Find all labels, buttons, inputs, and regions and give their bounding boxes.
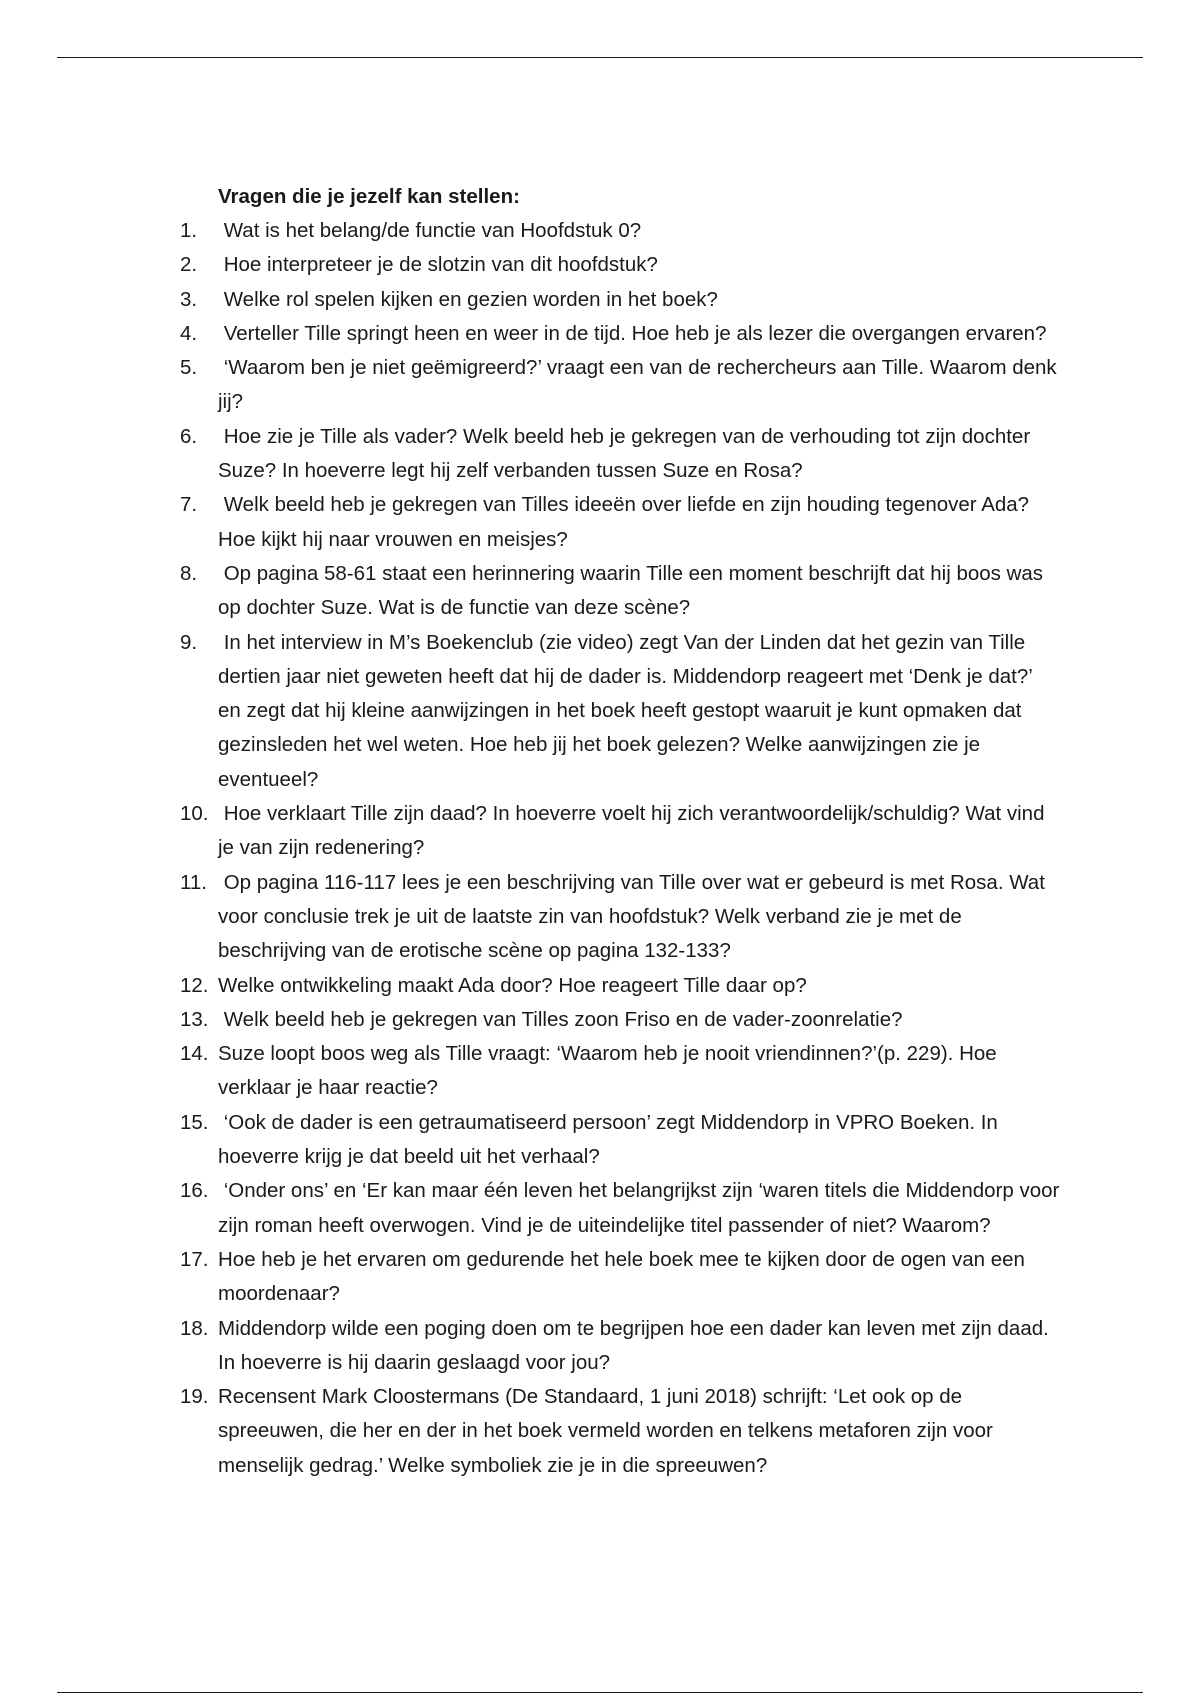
question-item	[180, 283, 1060, 317]
question-text: Hoe interpreteer je de slotzin van dit hoofdstuk?	[218, 253, 658, 277]
question-number: 12.	[180, 973, 209, 997]
question-number: 3.	[180, 287, 198, 311]
question-section	[180, 180, 1066, 1483]
question-item	[180, 626, 1060, 797]
question-item	[180, 1312, 1060, 1381]
question-item	[180, 420, 1060, 489]
question-text: Wat is het belang/de functie van Hoofdstuk 0?	[218, 219, 642, 242]
question-item	[180, 248, 1060, 282]
question-text: Middendorp wilde een poging doen om te begrijpen hoe een dader kan leven met zijn daad. In hoeverre is hij daarin geslaagd voor jou?	[218, 1316, 1055, 1374]
question-item	[180, 866, 1060, 969]
question-text: Welke rol spelen kijken en gezien worden in het boek?	[218, 287, 718, 311]
question-item	[180, 1037, 1060, 1106]
question-list	[180, 214, 1066, 1483]
question-item	[180, 351, 1063, 420]
question-number: 17.	[180, 1247, 209, 1271]
question-text: ‘Onder ons’ en ‘Er kan maar één leven het belangrijkst zijn ‘waren titels die Middendorp voor zijn roman heeft overwogen. Vind je de uiteindelijke titel passender of niet? Waarom?	[218, 1179, 1066, 1237]
question-text: ‘Waarom ben je niet geëmigreerd?’ vraagt een van de rechercheurs aan Tille. Waarom denk jij?	[218, 356, 1063, 414]
question-number: 16.	[180, 1179, 209, 1203]
question-item	[180, 1243, 1060, 1312]
bottom-divider	[57, 1692, 1143, 1693]
question-number: 2.	[180, 253, 198, 277]
question-text: Hoe zie je Tille als vader? Welk beeld heb je gekregen van de verhouding tot zijn dochter Suze? In hoeverre legt hij zelf verbanden tussen Suze en Rosa?	[218, 424, 1036, 483]
question-number: 19.	[180, 1385, 209, 1409]
question-number: 10.	[180, 802, 209, 826]
question-text: Recensent Mark Cloostermans (De Standaard, 1 juni 2018) schrijft: ‘Let ook op de spreeuwen, die her en der in het boek vermeld worden en telkens metaforen zijn voor menselijk gedrag.’ Welke symboliek zie je in die spreeuwen?	[218, 1385, 999, 1477]
question-item	[180, 969, 1060, 1003]
question-item	[180, 488, 1060, 557]
question-number: 6.	[180, 424, 198, 448]
question-number: 11.	[180, 870, 207, 894]
question-number: 15.	[180, 1110, 209, 1134]
question-text: Verteller Tille springt heen en weer in de tijd. Hoe heb je als lezer die overgangen ervaren?	[218, 321, 1047, 345]
section-heading: Vragen die je jezelf kan stellen:	[218, 185, 520, 208]
question-text: In het interview in M’s Boekenclub (zie video) zegt Van der Linden dat het gezin van Tille dertien jaar niet geweten heeft dat hij de dader is. Middendorp reageert met ‘Denk je dat?’ en zegt dat hij kleine aanwijzingen in het boek heeft gestopt waaruit je kunt opmaken dat gezinsleden het wel weten. Hoe heb jij het boek gelezen? Welke aanwijzingen zie je eventueel?	[218, 630, 1038, 791]
question-item	[180, 214, 1060, 248]
question-text: Hoe heb je het ervaren om gedurende het hele boek mee te kijken door de ogen van een moordenaar?	[218, 1247, 1031, 1306]
question-item	[180, 1380, 1060, 1483]
question-number: 9.	[180, 630, 198, 654]
question-number: 1.	[180, 219, 198, 242]
question-text: Op pagina 58-61 staat een herinnering waarin Tille een moment beschrijft dat hij boos was op dochter Suze. Wat is de functie van deze scène?	[218, 561, 1049, 620]
question-item	[180, 1003, 1060, 1037]
top-divider	[57, 57, 1143, 58]
question-number: 13.	[180, 1007, 209, 1031]
question-number: 14.	[180, 1042, 209, 1066]
question-number: 7.	[180, 493, 198, 517]
question-item	[180, 1174, 1066, 1243]
question-item	[180, 1106, 1060, 1175]
question-text: Welk beeld heb je gekregen van Tilles zoon Friso en de vader-zoonrelatie?	[218, 1007, 903, 1031]
question-item	[180, 557, 1060, 626]
question-number: 8.	[180, 561, 198, 585]
question-item	[180, 797, 1060, 866]
question-text: Welke ontwikkeling maakt Ada door? Hoe reageert Tille daar op?	[218, 973, 807, 997]
question-number: 4.	[180, 321, 198, 345]
question-text: ‘Ook de dader is een getraumatiseerd persoon’ zegt Middendorp in VPRO Boeken. In hoeverre krijg je dat beeld uit het verhaal?	[218, 1110, 1004, 1169]
question-number: 18.	[180, 1316, 209, 1340]
question-text: Welk beeld heb je gekregen van Tilles ideeën over liefde en zijn houding tegenover Ada? Hoe kijkt hij naar vrouwen en meisjes?	[218, 493, 1035, 551]
question-number: 5.	[180, 356, 198, 380]
question-text: Suze loopt boos weg als Tille vraagt: ‘Waarom heb je nooit vriendinnen?’(p. 229). Hoe verklaar je haar reactie?	[218, 1042, 1003, 1100]
question-text: Hoe verklaart Tille zijn daad? In hoeverre voelt hij zich verantwoordelijk/schuldig? Wat vind je van zijn redenering?	[218, 802, 1051, 860]
question-item	[180, 317, 1060, 351]
question-text: Op pagina 116-117 lees je een beschrijving van Tille over wat er gebeurd is met Rosa. Wat voor conclusie trek je uit de laatste zin van hoofdstuk? Welk verband zie je met de beschrijving van de erotische scène op pagina 132-133?	[218, 870, 1051, 963]
